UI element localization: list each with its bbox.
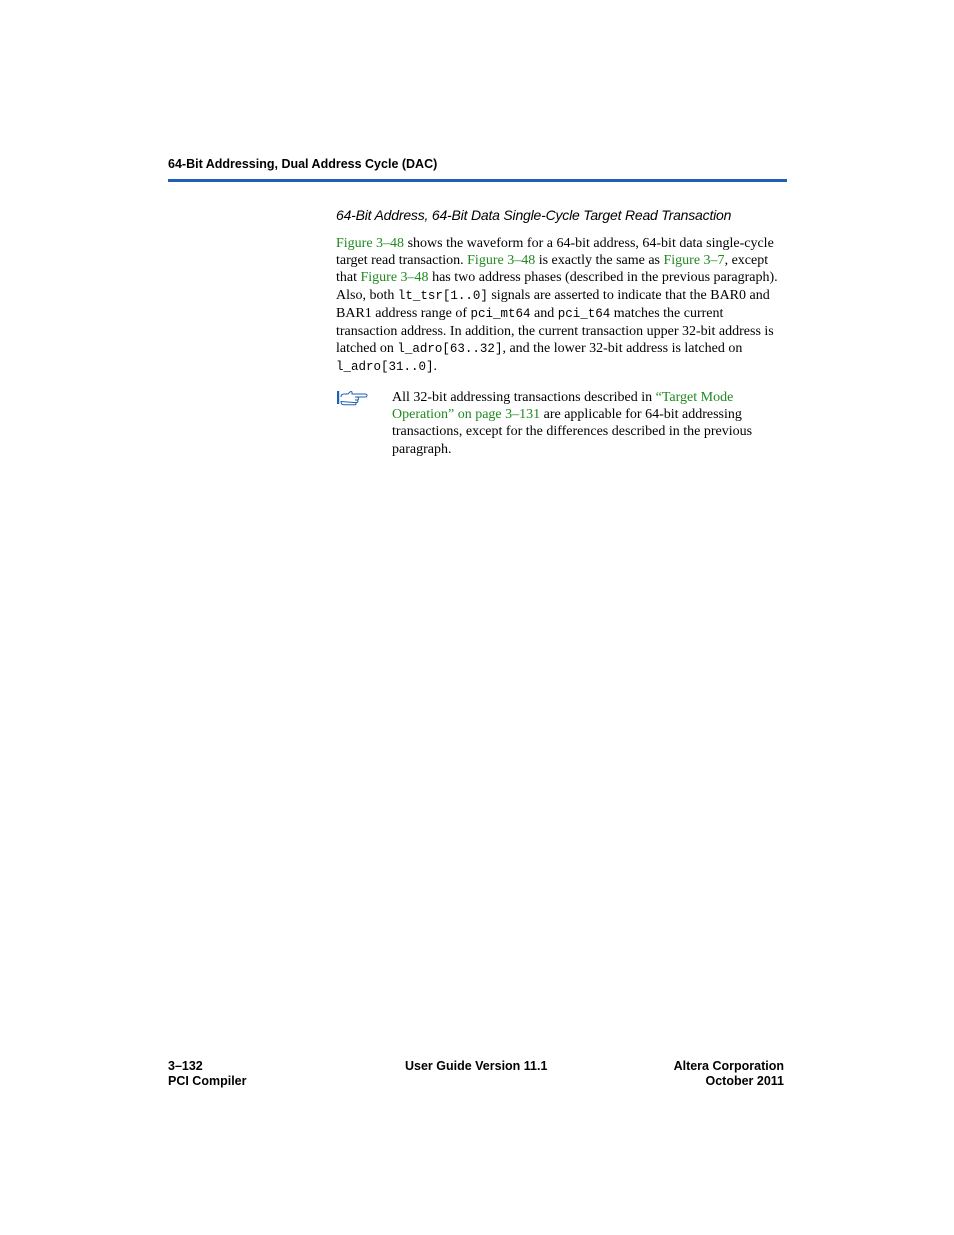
paragraph-text: matches the current transaction address. In addition, the current transaction upper 32-bit address is latched on <box>336 305 774 357</box>
footer-left <box>168 1059 247 1089</box>
note-text-part: All 32-bit addressing transactions described in <box>392 390 656 405</box>
footer-product: PCI Compiler <box>168 1074 247 1088</box>
link-figure-3-48[interactable]: Figure 3–48 <box>336 236 405 251</box>
link-target-mode-operation[interactable]: “Target Mode Operation” on page 3–131 <box>392 390 734 423</box>
paragraph-text: shows the waveform for a 64-bit address, 64-bit data single-cycle target read transaction. <box>336 236 774 269</box>
link-figure-3-48[interactable]: Figure 3–48 <box>467 253 536 269</box>
footer-date: October 2011 <box>705 1074 784 1088</box>
note-text <box>392 389 787 458</box>
paragraph-text: is exactly the same as <box>535 253 664 269</box>
header-rule <box>168 179 787 182</box>
paragraph-text: , and the lower 32-bit address is latched on <box>502 341 743 357</box>
code-l-adro-lower: l_adro[31..0] <box>336 360 434 375</box>
link-figure-3-7[interactable]: Figure 3–7 <box>663 253 725 269</box>
note-text-part: are applicable for 64-bit addressing transactions, except for the differences described in the previous paragraph. <box>392 407 753 457</box>
footer-right <box>640 1059 784 1089</box>
paragraph-text: has two address phases (described in the previous paragraph). Also, both <box>336 270 778 303</box>
section-heading: 64-Bit Address, 64-Bit Data Single-Cycle Target Read Transaction <box>336 207 732 223</box>
footer-guide-version: User Guide Version 11.1 <box>405 1059 548 1073</box>
paragraph-text: . <box>433 359 438 375</box>
footer-center <box>405 1059 547 1074</box>
link-figure-3-48[interactable]: Figure 3–48 <box>360 270 429 286</box>
code-l-adro-upper: l_adro[63..32] <box>397 342 503 357</box>
footer-company: Altera Corporation <box>673 1059 784 1073</box>
code-pci-mt64: pci_mt64 <box>470 306 531 321</box>
body-paragraph <box>336 235 787 377</box>
code-pci-t64: pci_t64 <box>557 306 611 321</box>
code-lt-tsr: lt_tsr[1..0] <box>397 288 488 303</box>
paragraph-text: and <box>530 305 558 321</box>
page-header-title: 64-Bit Addressing, Dual Address Cycle (DAC) <box>168 157 438 171</box>
paragraph-text: signals are asserted to indicate that the BAR0 and BAR1 address range of <box>336 287 770 321</box>
footer-page-number: 3–132 <box>168 1059 203 1073</box>
pointing-hand-icon <box>336 389 368 407</box>
paragraph-text: , except that <box>336 253 769 286</box>
